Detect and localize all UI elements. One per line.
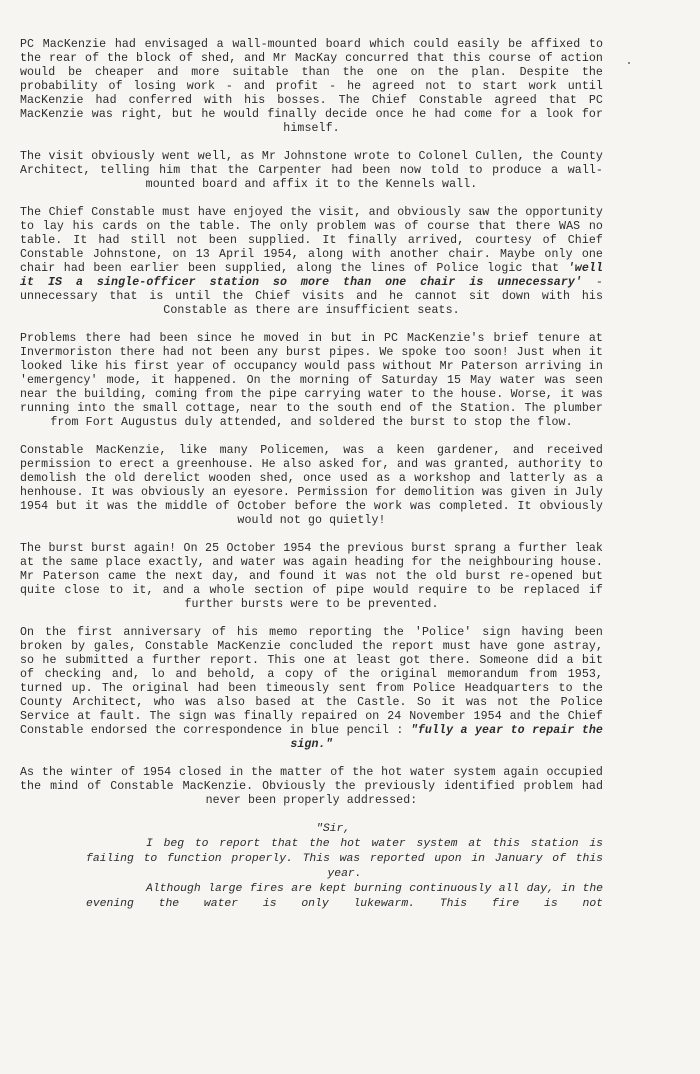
paragraph-7 [20,626,603,752]
paragraph-text: Constable MacKenzie, like many Policemen, was a keen gardener, and received permission to erect a greenhouse. He also asked for, and was granted, authority to demolish the old derelict wooden shed, once used as a workshop and latterly as a henhouse. It was obviously an eyesore. Permission for demolition was given in July 1954 but it was the middle of October before the work was completed. It obviously would not go quietly! [20,444,603,527]
paragraph-text: On the first anniversary of his memo reporting the 'Police' sign having been broken by gales, Constable MacKenzie concluded the report must have gone astray, so he submitted a further report. This one at least got there. Someone did a bit of checking and, lo and behold, a copy of the original memorandum from 1953, turned up. The original had been timeously sent from Police Headquarters to the County Architect, who was also based at the Castle. So it was not the Police Service at fault. The sign was finally repaired on 24 November 1954 and the Chief Constable endorsed the correspondence in blue pencil : [20,626,603,737]
paragraph-4 [20,332,603,430]
letter-paragraph-2: Although large fires are kept burning continuously all day, in the evening the water is only lukewarm. This fire is not [86,883,603,910]
scan-speck [628,62,630,64]
letter-salutation: "Sir, [316,823,351,835]
emphasised-quote: "fully a year to repair the sign." [290,724,603,751]
paragraph-text: Problems there had been since he moved in but in PC MacKenzie's brief tenure at Invermoriston there had not been any burst pipes. We spoke too soon! Just when it looked like his first year of occupancy would pass without Mr Paterson arriving in 'emergency' mode, it happened. On the morning of Saturday 15 May water was seen near the building, coming from the pipe carrying water to the house. Worse, it was running into the small cottage, near to the south end of the Station. The plumber from Fort Augustus duly attended, and soldered the burst to stop the flow. [20,332,603,429]
letter-paragraph-1: I beg to report that the hot water system at this station is failing to function properly. This was reported upon in January of this year. [86,838,603,880]
document-page [20,38,603,912]
paragraph-8 [20,766,603,808]
paragraph-text: - unnecessary that is until the Chief visits and he cannot sit down with his Constable as there are insufficient seats. [20,276,603,317]
paragraph-5 [20,444,603,528]
emphasised-quote: 'well it IS a single-officer station so more than one chair is unnecessary' [20,262,603,289]
paragraph-2 [20,150,603,192]
paragraph-3 [20,206,603,318]
paragraph-text: As the winter of 1954 closed in the matter of the hot water system again occupied the mind of Constable MacKenzie. Obviously the previously identified problem had never been properly addressed: [20,766,603,807]
paragraph-text: The visit obviously went well, as Mr Johnstone wrote to Colonel Cullen, the County Architect, telling him that the Carpenter had been now told to produce a wall-mounted board and affix it to the Kennels wall. [20,150,603,191]
paragraph-text: PC MacKenzie had envisaged a wall-mounted board which could easily be affixed to the rear of the block of shed, and Mr MacKay concurred that this course of action would be cheaper and more suitable than the one on the plan. Despite the probability of losing work - and profit - he agreed not to start work until MacKenzie had conferred with his bosses. The Chief Constable agreed that PC MacKenzie was right, but he would finally decide once he had come for a look for himself. [20,38,603,135]
body-text [20,38,603,808]
paragraph-text: The Chief Constable must have enjoyed the visit, and obviously saw the opportunity to lay his cards on the table. The only problem was of course that there WAS no table. It had still not been supplied. It finally arrived, courtesy of Chief Constable Johnstone, on 13 April 1954, along with another chair. Maybe only one chair had been earlier been supplied, along the lines of Police logic that [20,206,603,275]
paragraph-text: The burst burst again! On 25 October 1954 the previous burst sprang a further leak at the same place exactly, and water was again heading for the neighbouring house. Mr Paterson came the next day, and found it was not the old burst re-opened but quite close to it, and a whole section of pipe would require to be replaced if further bursts were to be prevented. [20,542,603,611]
paragraph-1 [20,38,603,136]
quoted-letter [86,822,603,912]
paragraph-6 [20,542,603,612]
